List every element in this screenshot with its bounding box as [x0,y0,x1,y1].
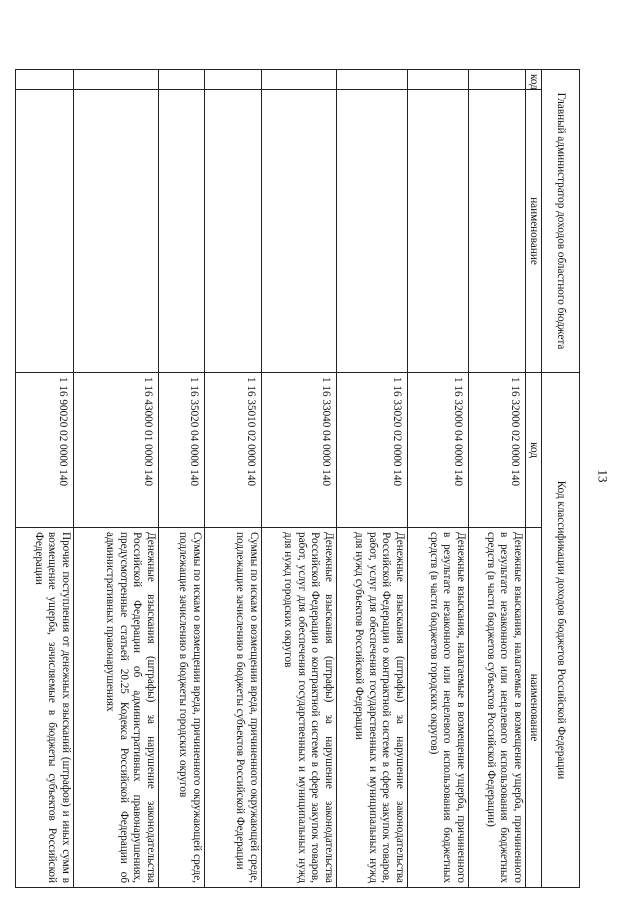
row-admin-name-empty [407,90,468,373]
row-code: 1 16 32000 02 0000 140 [468,373,525,528]
row-admin-name-empty [261,90,336,373]
row-description: Денежные взыскания (штрафы) за нарушение законодательства Российской Федерации о контрактной системе в сфере закупок товаров, работ, услуг для обеспечения государственных и муниципальных нужд для нужд субъектов Российской Федерации [336,528,407,888]
income-classification-table [15,69,580,888]
row-code: 1 16 32000 04 0000 140 [407,373,468,528]
table-row [15,70,73,888]
row-description: Суммы по искам о возмещении вреда, причиненного окружающей среде, подлежащие зачислению в бюджеты субъектов Российской Федерации [204,528,261,888]
table-row [336,70,407,888]
row-admin-name-empty [468,90,525,373]
row-description: Денежные взыскания (штрафы) за нарушение законодательства Российской Федерации о контрактной системе в сфере закупок товаров, работ, услуг для обеспечения государственных и муниципальных нужд для нужд городских округов [261,528,336,888]
row-code: 1 16 35020 04 0000 140 [158,373,204,528]
row-code: 1 16 35010 02 0000 140 [204,373,261,528]
table-row [261,70,336,888]
table-row [468,70,525,888]
row-description: Денежные взыскания, налагаемые в возмещение ущерба, причиненного в результате незаконного или нецелевого использования бюджетных средств (в части бюджетов городских округов) [407,528,468,888]
row-code: 1 16 43000 01 0000 140 [73,373,158,528]
row-description: Прочие поступления от денежных взысканий (штрафов) и иных сумм в возмещение ущерба, зачисляемые в бюджеты субъектов Российской Федерации [15,528,73,888]
header-classif-kod: код [525,373,541,528]
row-code: 1 16 33040 04 0000 140 [261,373,336,528]
table-row [204,70,261,888]
header-admin-kod: код [525,70,541,90]
row-admin-code-empty [73,70,158,90]
row-code: 1 16 90020 02 0000 140 [15,373,73,528]
row-admin-name-empty [15,90,73,373]
page-number: 13 [595,469,611,483]
row-description: Денежные взыскания (штрафы) за нарушение законодательства Российской Федерации об административных правонарушениях, предусмотренные статьей 20.25 Кодекса Российской Федерации об административных правонарушениях [73,528,158,888]
row-admin-code-empty [204,70,261,90]
row-admin-name-empty [204,90,261,373]
header-chief-administrator: Главный администратор доходов областного бюджета [542,70,580,373]
table-row [158,70,204,888]
row-admin-code-empty [468,70,525,90]
table-row [73,70,158,888]
row-admin-code-empty [407,70,468,90]
header-classification-code: Код классификации доходов бюджетов Российской Федерации [542,373,580,888]
row-admin-name-empty [336,90,407,373]
header-classif-name: наименование [525,528,541,888]
row-admin-code-empty [15,70,73,90]
row-description: Денежные взыскания, налагаемые в возмещение ущерба, причиненного в результате незаконного или нецелевого использования бюджетных средств (в части бюджетов субъектов Российской Федерации) [468,528,525,888]
row-admin-code-empty [261,70,336,90]
row-admin-code-empty [336,70,407,90]
header-admin-name: наименование [525,90,541,373]
row-description: Суммы по искам о возмещении вреда, причиненного окружающей среде, подлежащие зачислению в бюджеты городских округов [158,528,204,888]
table-row [407,70,468,888]
row-code: 1 16 33020 02 0000 140 [336,373,407,528]
rotated-page-content [32,69,580,887]
row-admin-code-empty [158,70,204,90]
row-admin-name-empty [73,90,158,373]
row-admin-name-empty [158,90,204,373]
